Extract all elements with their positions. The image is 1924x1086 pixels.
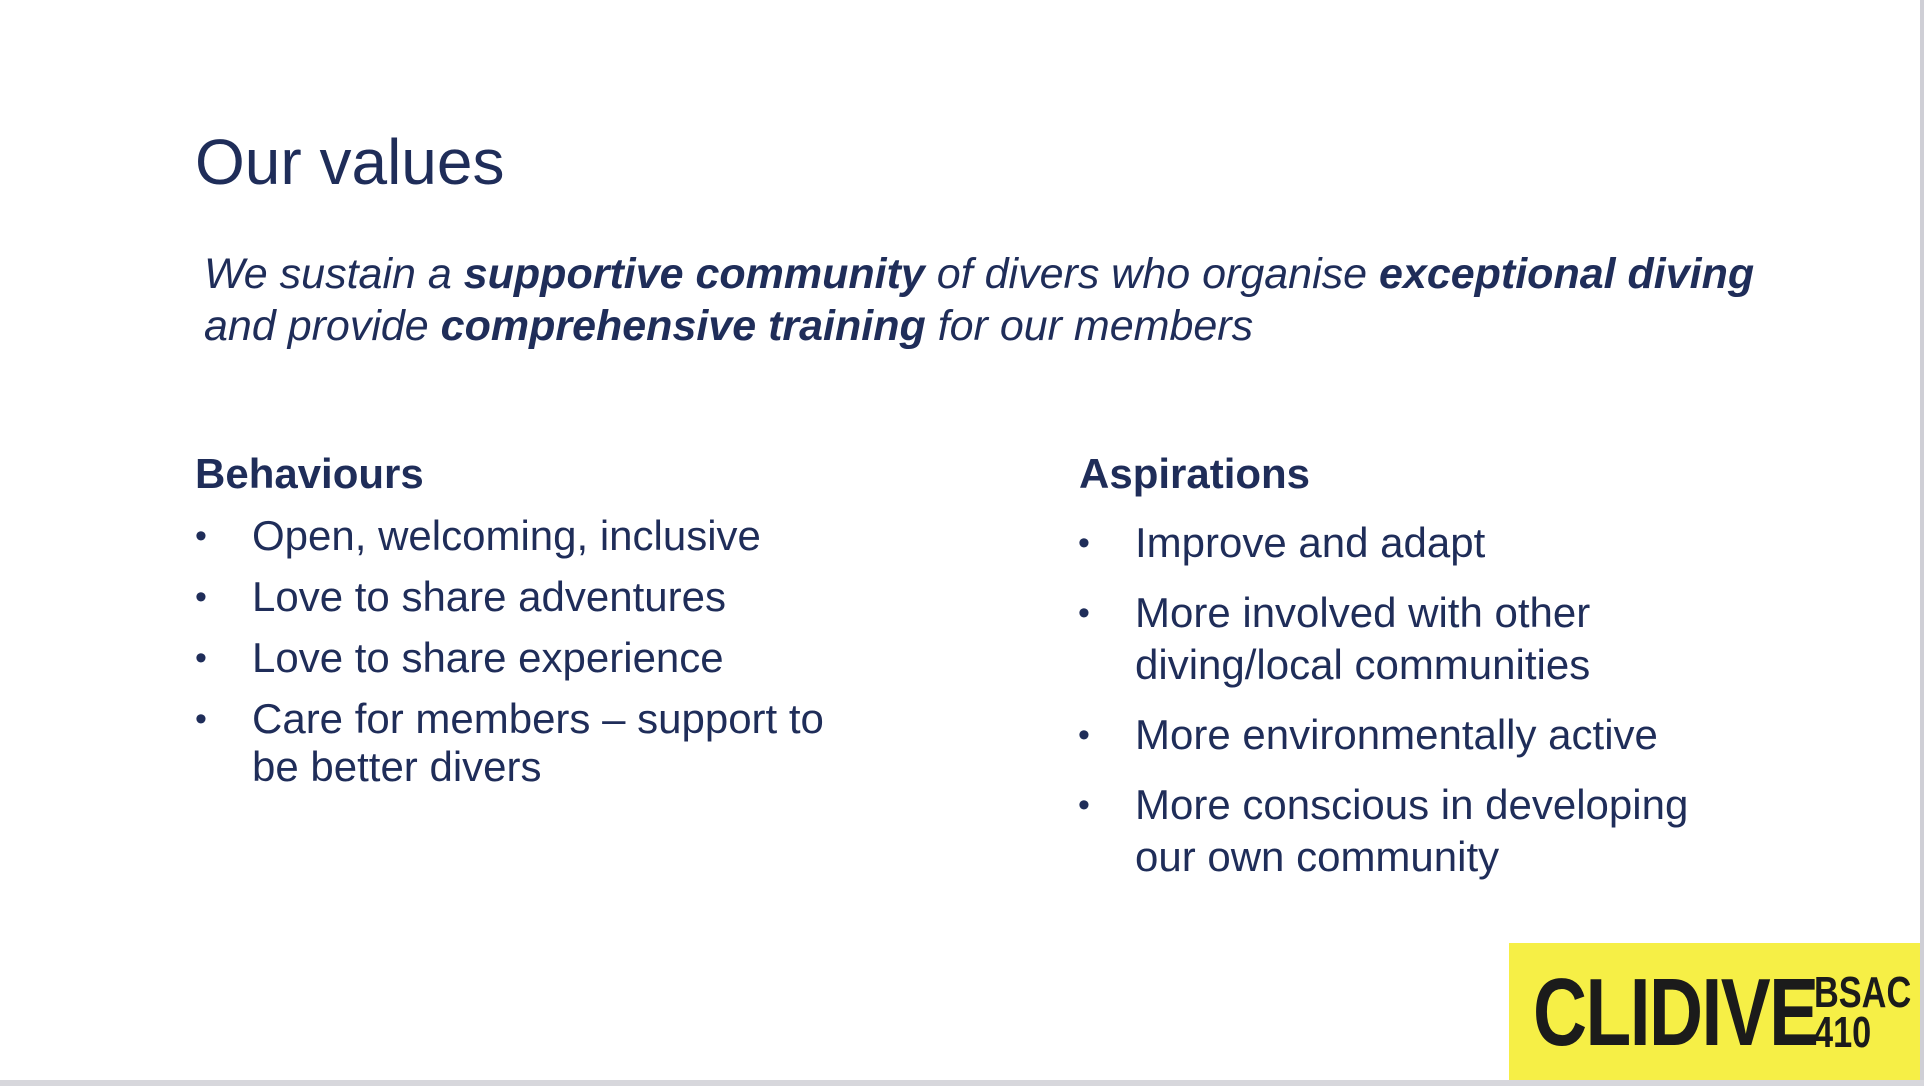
list-item-text: More environmentally active [1135, 711, 1658, 758]
list-item-text: Care for members – support to [252, 695, 824, 742]
window-edge-right [1920, 0, 1924, 1086]
list-item-text: More involved with other [1135, 589, 1591, 636]
mission-text-2: of divers who organise [924, 250, 1379, 298]
behaviours-list [195, 512, 915, 804]
list-item-text: More conscious in developing [1135, 781, 1689, 828]
list-item [1078, 517, 1838, 569]
logo-bsac: BSAC [1814, 968, 1912, 1017]
behaviours-heading: Behaviours [195, 450, 424, 497]
clidive-logo [1509, 943, 1920, 1080]
bullet-icon: • [1078, 524, 1090, 562]
mission-statement [204, 248, 1804, 352]
logo-wordmark: CLIDIVE [1533, 959, 1818, 1066]
logo-club-number [1814, 968, 1912, 1057]
mission-emphasis-3: comprehensive training [440, 302, 926, 350]
list-item-text: Love to share adventures [252, 573, 726, 620]
aspirations-heading: Aspirations [1079, 450, 1311, 497]
logo-410: 410 [1814, 1008, 1872, 1057]
list-item-text: Love to share experience [252, 634, 724, 681]
list-item [1078, 587, 1838, 691]
window-edge-bottom [0, 1080, 1924, 1086]
bullet-icon: • [1078, 716, 1090, 754]
list-item-text: Improve and adapt [1135, 519, 1486, 566]
bullet-icon: • [1078, 786, 1090, 824]
bullet-icon: • [1078, 594, 1090, 632]
slide-title: Our values [195, 126, 505, 198]
bullet-icon: • [195, 700, 207, 738]
list-item [195, 573, 915, 621]
mission-text-3: and provide [204, 302, 441, 350]
list-item-text-continued: be better divers [252, 743, 542, 790]
mission-text-4: for our members [925, 302, 1254, 350]
list-item [1078, 709, 1838, 761]
list-item-text-continued: diving/local communities [1135, 641, 1591, 688]
list-item-text: Open, welcoming, inclusive [252, 512, 761, 559]
aspirations-list [1078, 517, 1838, 901]
list-item [1078, 779, 1838, 883]
bullet-icon: • [195, 578, 207, 616]
list-item [195, 512, 915, 560]
mission-text-1: We sustain a [204, 250, 464, 298]
bullet-icon: • [195, 639, 207, 677]
list-item [195, 634, 915, 682]
list-item-text-continued: our own community [1135, 833, 1500, 880]
mission-emphasis-1: supportive community [463, 250, 925, 298]
bullet-icon: • [195, 517, 207, 555]
mission-emphasis-2: exceptional diving [1378, 250, 1755, 298]
list-item [195, 695, 915, 791]
